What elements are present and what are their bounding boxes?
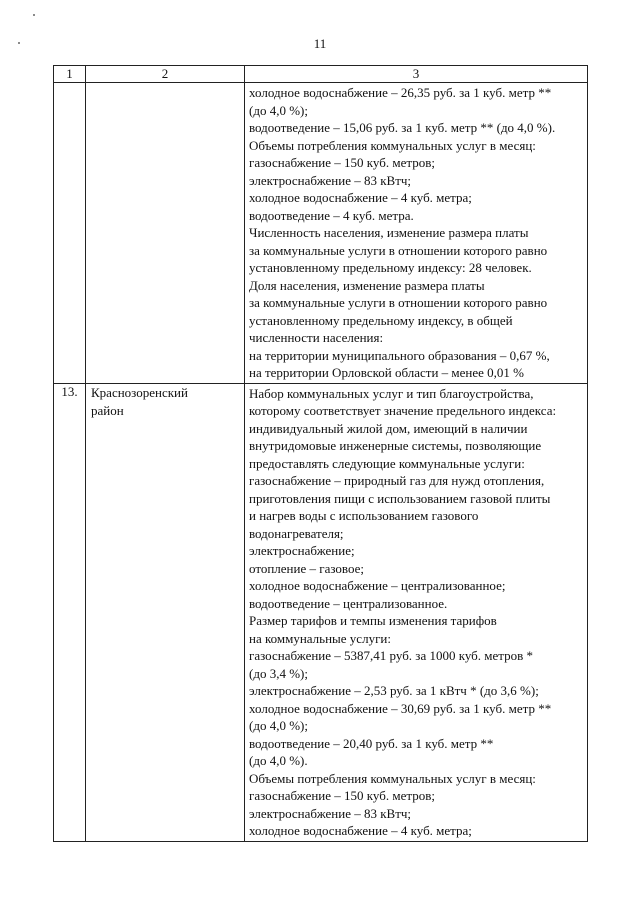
- description-text: [245, 83, 587, 383]
- text-line: газоснабжение – 5387,41 руб. за 1000 куб. метров *: [249, 648, 534, 663]
- text-line: водоотведение – 4 куб. метра.: [249, 207, 414, 223]
- text-line: водоотведение – 15,06 руб. за 1 куб. метр ** (до 4,0 %).: [249, 120, 556, 135]
- row-number-cell: [54, 83, 86, 384]
- text-line: Объемы потребления коммунальных услуг в месяц:: [249, 770, 536, 786]
- text-line: холодное водоснабжение – 4 куб. метра;: [249, 190, 472, 205]
- text-line: газоснабжение – природный газ для нужд отопления,: [249, 473, 545, 488]
- table-row: [54, 83, 588, 384]
- district-name-cell: [86, 83, 245, 384]
- column-header: 1: [54, 66, 86, 83]
- text-line: (до 4,0 %);: [249, 718, 308, 733]
- table-row: [54, 383, 588, 841]
- text-line: численности населения:: [249, 330, 384, 345]
- text-line: электроснабжение – 2,53 руб. за 1 кВтч * (до 3,6 %);: [249, 683, 539, 698]
- text-line: электроснабжение – 83 кВтч;: [249, 805, 412, 821]
- text-line: на территории Орловской области – менее 0,01 %: [249, 365, 524, 380]
- district-name-line: район: [91, 402, 124, 418]
- text-line: Набор коммунальных услуг и тип благоустройства,: [249, 385, 534, 401]
- text-line: отопление – газовое;: [249, 560, 364, 576]
- text-line: водоотведение – централизованное.: [249, 595, 448, 611]
- column-header: 2: [86, 66, 245, 83]
- text-line: газоснабжение – 150 куб. метров;: [249, 788, 435, 803]
- text-line: внутридомовые инженерные системы, позволяющие: [249, 438, 542, 453]
- regions-table: [53, 65, 588, 842]
- text-line: холодное водоснабжение – 30,69 руб. за 1 куб. метр **: [249, 700, 552, 716]
- text-line: индивидуальный жилой дом, имеющий в наличии: [249, 420, 528, 436]
- column-header: 3: [245, 66, 588, 83]
- description-cell: [245, 383, 588, 841]
- text-line: холодное водоснабжение – 26,35 руб. за 1 куб. метр **: [249, 85, 552, 100]
- text-line: холодное водоснабжение – 4 куб. метра;: [249, 823, 472, 838]
- scan-speck: [33, 14, 35, 16]
- description-cell: [245, 83, 588, 384]
- page-number: 11: [313, 36, 327, 51]
- text-line: предоставлять следующие коммунальные услуги:: [249, 455, 525, 471]
- text-line: и нагрев воды с использованием газового: [249, 508, 479, 523]
- text-line: Объемы потребления коммунальных услуг в месяц:: [249, 137, 536, 153]
- text-line: (до 4,0 %).: [249, 753, 308, 768]
- text-line: которому соответствует значение предельного индекса:: [249, 403, 557, 418]
- text-line: электроснабжение – 83 кВтч;: [249, 172, 412, 188]
- text-line: водонагревателя;: [249, 525, 344, 541]
- description-text: [245, 384, 587, 841]
- text-line: электроснабжение;: [249, 543, 355, 558]
- table-header-row: [54, 66, 588, 83]
- text-line: за коммунальные услуги в отношении которого равно: [249, 295, 548, 310]
- text-line: установленному предельному индексу, в общей: [249, 312, 513, 328]
- row-number-cell: 13.: [54, 383, 86, 841]
- district-name: [86, 384, 244, 420]
- text-line: газоснабжение – 150 куб. метров;: [249, 155, 435, 170]
- text-line: (до 3,4 %);: [249, 665, 308, 681]
- text-line: на территории муниципального образования – 0,67 %,: [249, 347, 550, 363]
- text-line: холодное водоснабжение – централизованное;: [249, 578, 506, 593]
- text-line: приготовления пищи с использованием газовой плиты: [249, 490, 551, 506]
- text-line: водоотведение – 20,40 руб. за 1 куб. метр **: [249, 735, 494, 751]
- text-line: на коммунальные услуги:: [249, 630, 391, 646]
- text-line: Размер тарифов и темпы изменения тарифов: [249, 613, 497, 628]
- district-name-cell: [86, 383, 245, 841]
- text-line: за коммунальные услуги в отношении которого равно: [249, 242, 548, 258]
- text-line: Доля населения, изменение размера платы: [249, 277, 485, 293]
- text-line: установленному предельному индексу: 28 человек.: [249, 260, 532, 275]
- text-line: Численность населения, изменение размера платы: [249, 225, 529, 240]
- text-line: (до 4,0 %);: [249, 102, 308, 118]
- district-name-line: Краснозоренский: [91, 384, 188, 400]
